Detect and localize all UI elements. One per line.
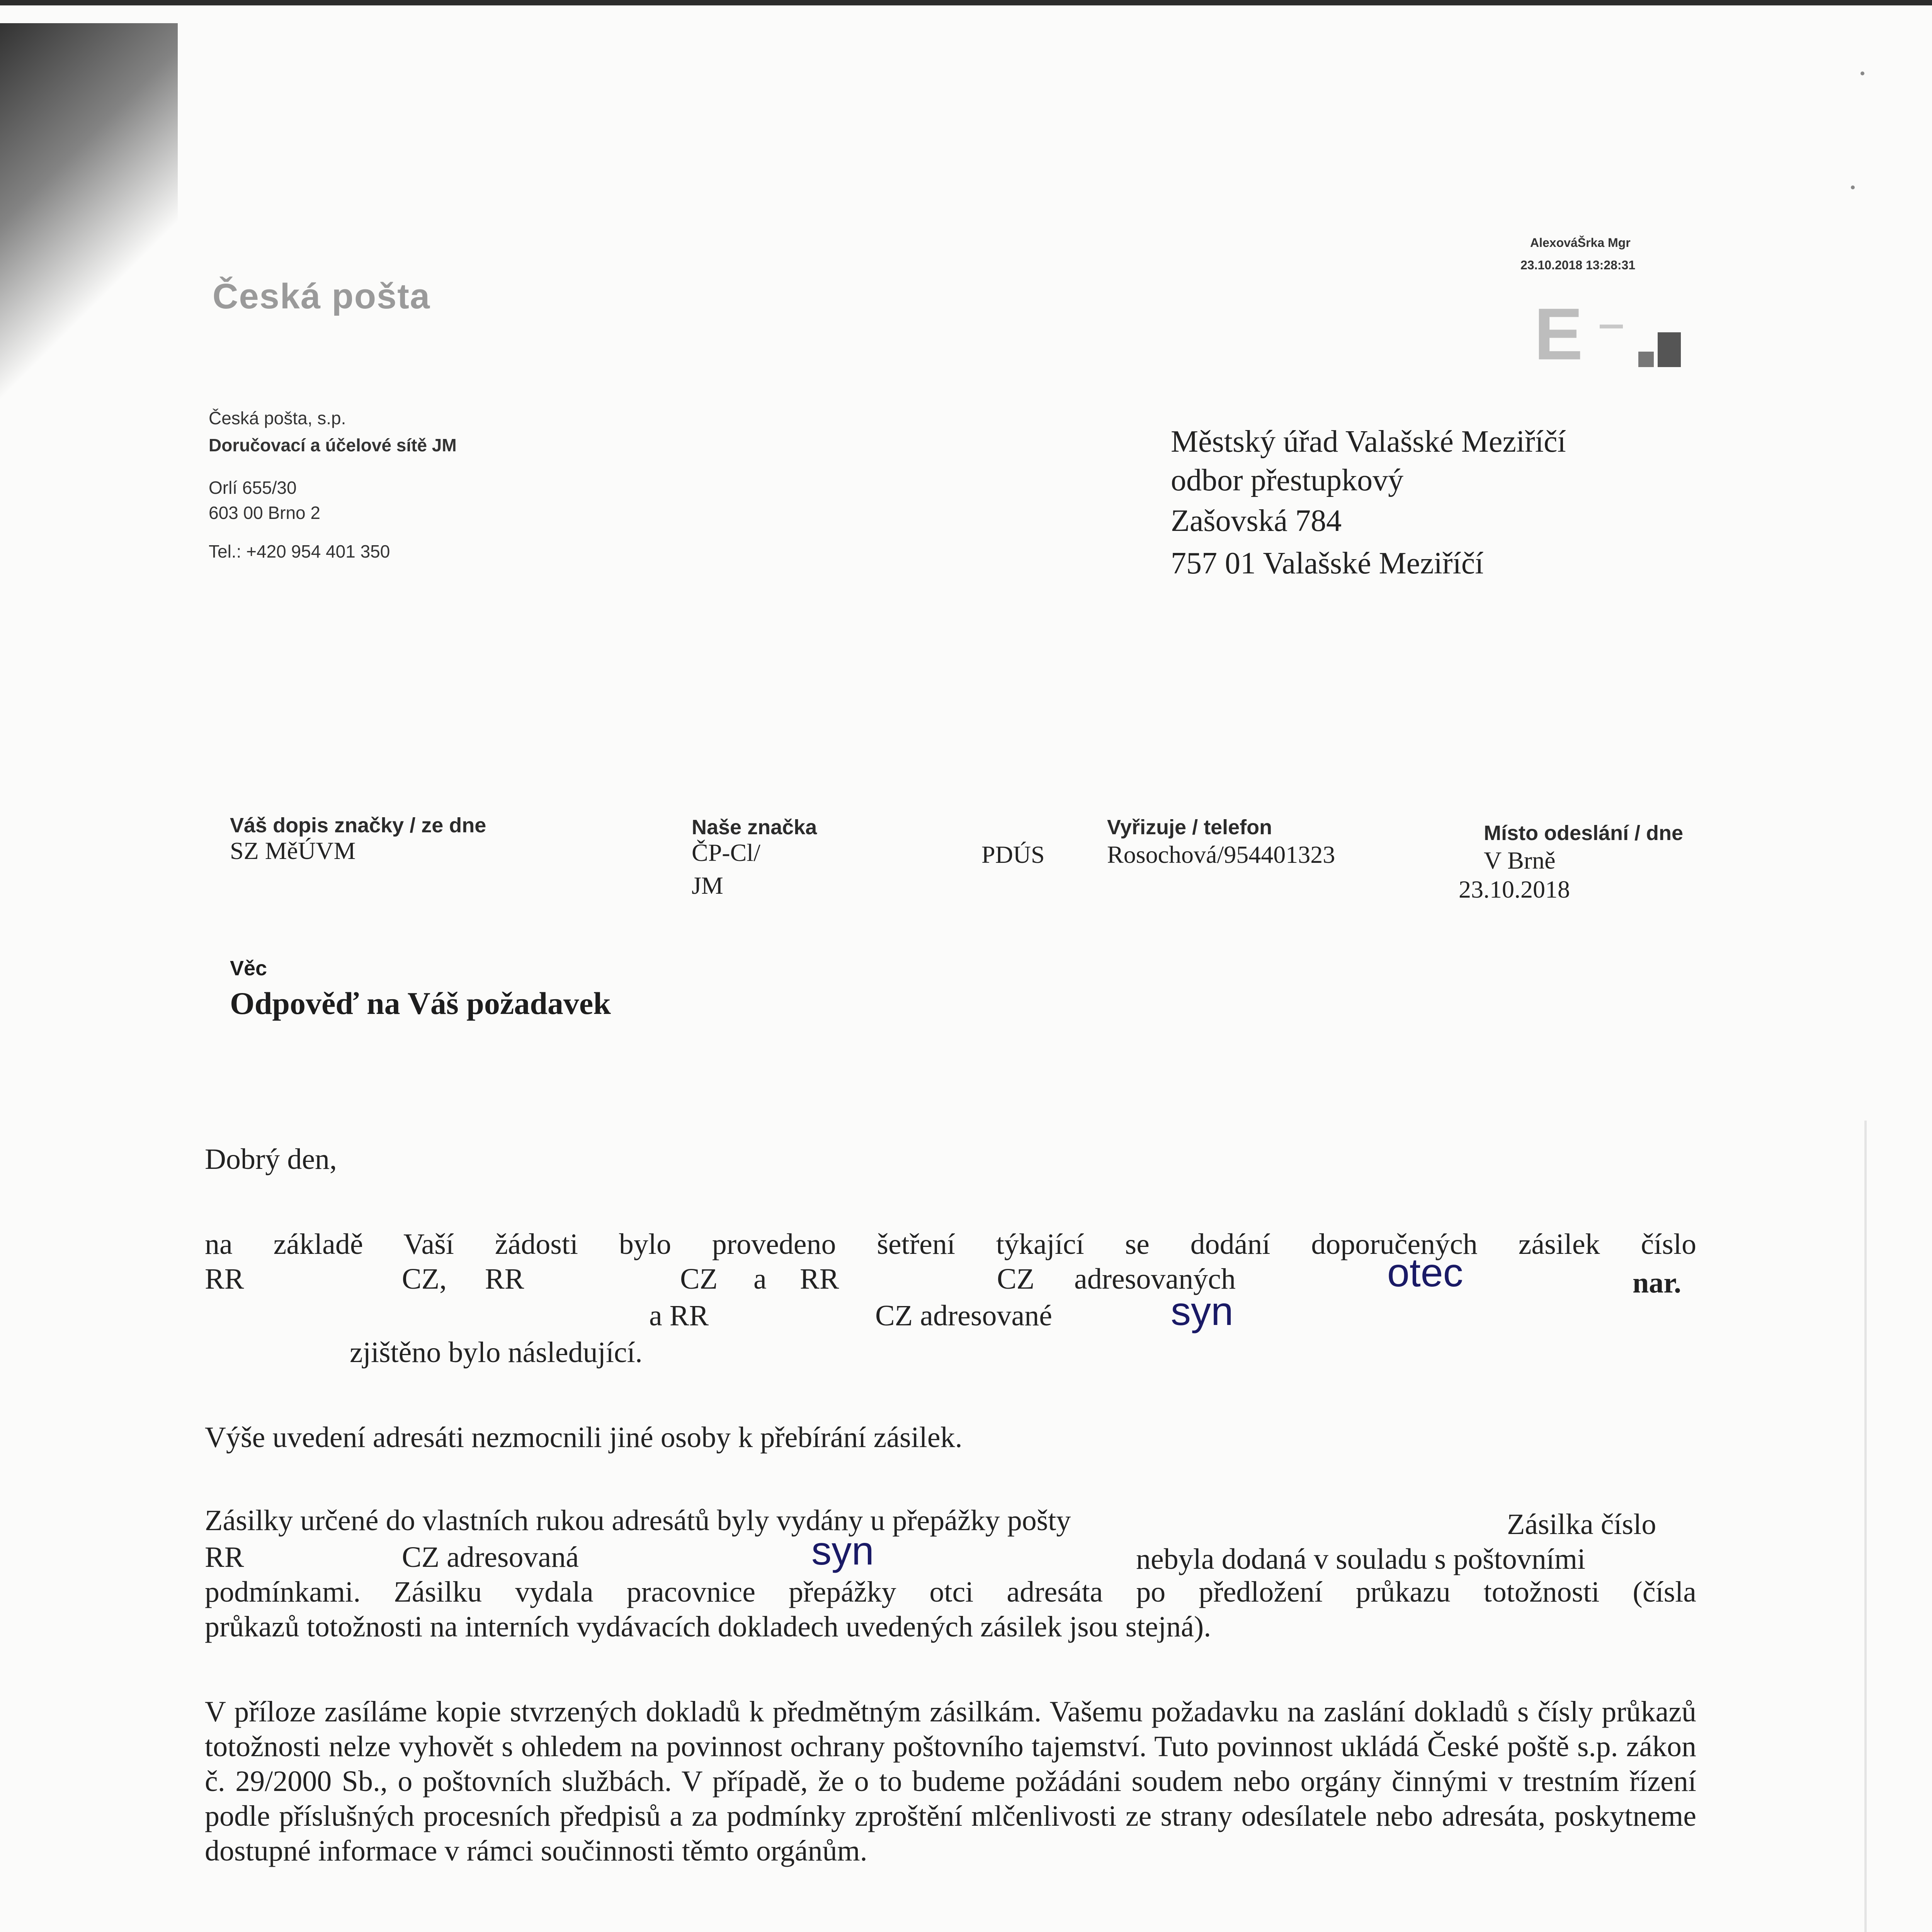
scan-edge-right bbox=[1864, 1121, 1867, 1932]
paragraph-3-line-1b: Zásilka číslo bbox=[1507, 1508, 1656, 1541]
sender-phone: Tel.: +420 954 401 350 bbox=[209, 541, 390, 561]
paragraph-3-line-4: průkazů totožnosti na interních vydávacích dokladech uvedených zásilek jsou stejná). bbox=[205, 1611, 1211, 1643]
ref-our-pdus: PDÚS bbox=[981, 841, 1045, 868]
p1-and: a bbox=[753, 1263, 767, 1295]
stamp-signer: AlexováŠrka Mgr bbox=[1530, 236, 1631, 250]
addressee-line-2: odbor přestupkový bbox=[1171, 463, 1404, 497]
ref-your-value: SZ MěÚVM bbox=[230, 837, 356, 864]
sender-dept: Doručovací a účelové sítě JM bbox=[209, 435, 457, 455]
p1-addressed-2: CZ adresované bbox=[875, 1299, 1052, 1332]
handwritten-syn: syn bbox=[1171, 1289, 1233, 1334]
subject-label: Věc bbox=[230, 957, 267, 980]
scan-corner-shadow bbox=[0, 23, 178, 425]
sender-street: Orlí 655/30 bbox=[209, 478, 297, 498]
ref-place-date: 23.10.2018 bbox=[1459, 876, 1570, 903]
paragraph-3-line-3: podmínkami. Zásilku vydala pracovnice přepážky otci adresáta po předložení průkazu totožnosti (čísla bbox=[205, 1576, 1696, 1608]
p1-rr-1: RR bbox=[205, 1263, 244, 1295]
handwritten-syn-2: syn bbox=[811, 1529, 874, 1573]
paragraph-4: V příloze zasíláme kopie stvrzených dokladů k předmětným zásilkám. Vašemu požadavku na zaslání dokladů s čísly průkazů totožnosti nelze vyhovět s ohledem na povinnost ochrany poštovního tajemství. Tuto povinnost ukládá České poště s.p. zákon č. 29/2000 Sb., o poštovních službách. V případě, že o to budeme požádáni soudem nebo orgány činnými v trestním řízení podle příslušných procesních předpisů a za podmínky zproštění mlčenlivosti ze strany odesílatele nebo adresáta, poskytneme dostupné informace v rámci součinnosti těmto orgánům. bbox=[205, 1696, 1696, 1867]
handwritten-otec: otec bbox=[1387, 1250, 1463, 1295]
sender-name: Česká pošta, s.p. bbox=[209, 408, 346, 428]
ceska-posta-logo: Česká pošta bbox=[213, 277, 431, 316]
sender-city: 603 00 Brno 2 bbox=[209, 503, 321, 523]
stamp-time: 23.10.2018 13:28:31 bbox=[1520, 258, 1636, 272]
stamp-letter: E bbox=[1534, 298, 1583, 371]
ref-our-value-2: JM bbox=[692, 872, 723, 899]
paragraph-1-line-1: na základě Vaší žádosti bylo provedeno šetření týkající se dodání doporučených zásilek číslo bbox=[205, 1228, 1696, 1260]
addressee-line-4: 757 01 Valašské Meziříčí bbox=[1171, 546, 1484, 580]
p1-rr-4: a RR bbox=[649, 1299, 709, 1332]
signature-stamp-icon bbox=[1530, 298, 1692, 371]
ref-our-label: Naše značka bbox=[692, 816, 817, 839]
scan-speck bbox=[1851, 185, 1855, 189]
scan-edge-top bbox=[0, 0, 1932, 5]
p1-rr-2: RR bbox=[485, 1263, 524, 1295]
ref-place-label: Místo odeslání / dne bbox=[1484, 821, 1684, 845]
p1-cz-2: CZ bbox=[680, 1263, 718, 1295]
p3-cz-addressed: CZ adresovaná bbox=[402, 1541, 579, 1573]
p1-cz-3: CZ bbox=[997, 1263, 1035, 1295]
ref-handler-label: Vyřizuje / telefon bbox=[1107, 816, 1272, 839]
p1-addressed: adresovaných bbox=[1074, 1263, 1236, 1295]
ref-your-label: Váš dopis značky / ze dne bbox=[230, 814, 486, 837]
ref-handler-value: Rosochová/954401323 bbox=[1107, 841, 1335, 868]
addressee-line-3: Zašovská 784 bbox=[1171, 504, 1342, 538]
p1-born: nar. bbox=[1633, 1267, 1682, 1299]
p1-rr-3: RR bbox=[800, 1263, 839, 1295]
paragraph-2: Výše uvedení adresáti nezmocnili jiné osoby k přebírání zásilek. bbox=[205, 1421, 963, 1454]
greeting: Dobrý den, bbox=[205, 1143, 337, 1175]
p1-cz-1: CZ, bbox=[402, 1263, 447, 1295]
ref-our-value: ČP-Cl/ bbox=[692, 839, 760, 866]
addressee-line-1: Městský úřad Valašské Meziříčí bbox=[1171, 425, 1566, 459]
paragraph-3-line-2: nebyla dodaná v souladu s poštovními bbox=[1136, 1543, 1586, 1575]
paragraph-3-line-1a: Zásilky určené do vlastních rukou adresátů byly vydány u přepážky pošty bbox=[205, 1504, 1071, 1537]
paragraph-1-line-4: zjištěno bylo následující. bbox=[350, 1336, 643, 1369]
scan-speck bbox=[1861, 71, 1864, 75]
ref-place-value: V Brně bbox=[1484, 847, 1556, 874]
subject-title: Odpověď na Váš požadavek bbox=[230, 986, 611, 1021]
p3-rr: RR bbox=[205, 1541, 244, 1573]
